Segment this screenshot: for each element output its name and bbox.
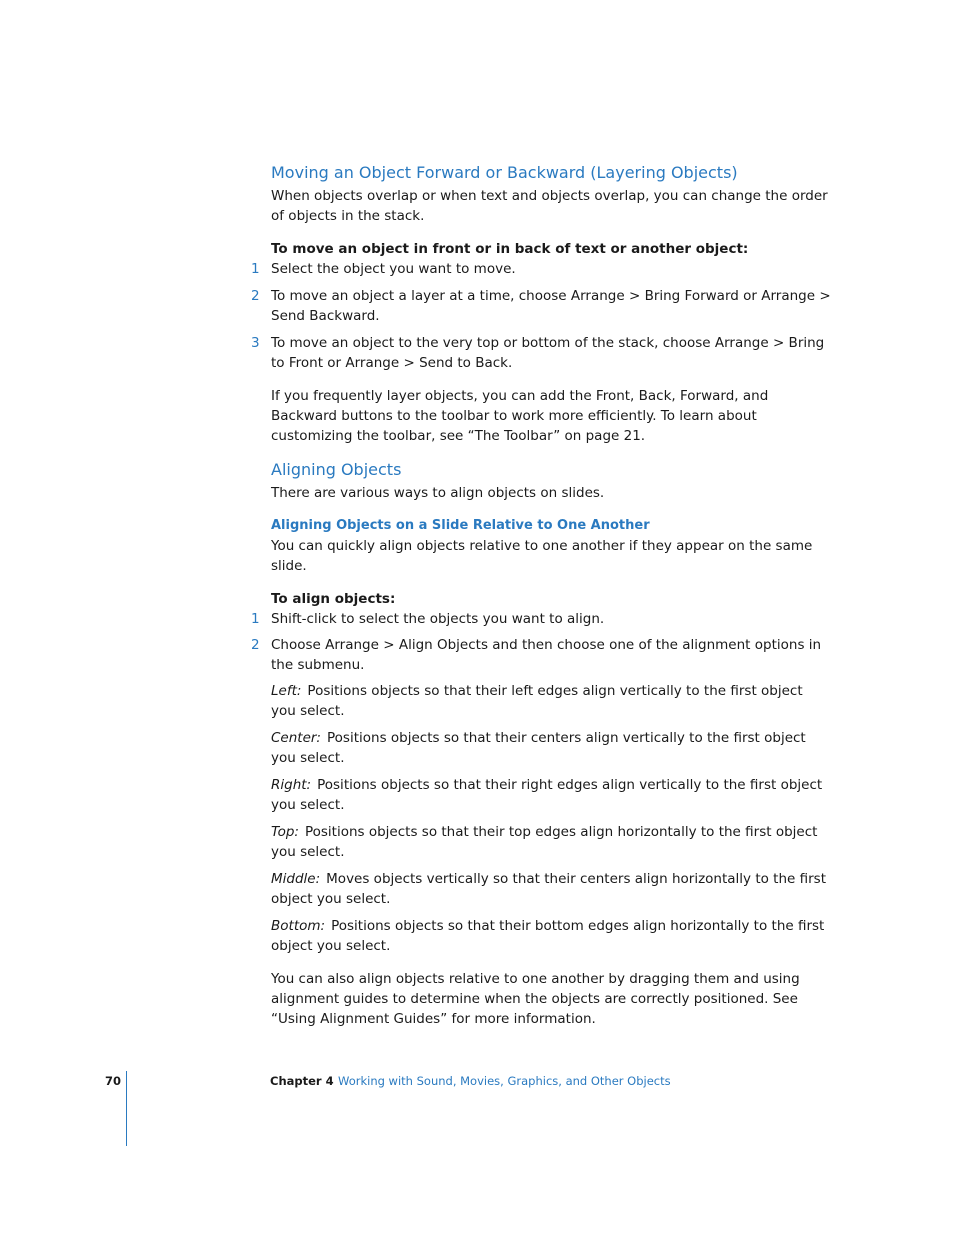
option-term: Center: — [271, 730, 321, 746]
subsection-intro: You can quickly align objects relative to one another if they appear on the same slide. — [271, 538, 813, 574]
closing-paragraph: You can also align objects relative to one another by dragging them and using alignment guides to determine when the objects are correctly positioned. See “Using Alignment Guides” for more information. — [271, 971, 800, 1027]
option-item — [271, 916, 831, 956]
list-item — [251, 635, 831, 675]
option-item — [271, 728, 831, 768]
section-heading-layering: Moving an Object Forward or Backward (Layering Objects) — [271, 163, 738, 182]
subsection-heading: Aligning Objects on a Slide Relative to One Another — [271, 518, 650, 533]
step-number: 3 — [251, 335, 260, 351]
page-content — [251, 160, 831, 1029]
footer-divider — [126, 1071, 127, 1146]
option-term: Bottom: — [271, 918, 326, 934]
step-text: Select the object you want to move. — [271, 261, 516, 277]
step-text: To move an object a layer at a time, choose Arrange > Bring Forward or Arrange > Send Backward. — [271, 288, 831, 324]
option-term: Top: — [271, 824, 299, 840]
option-desc: Positions objects so that their centers align vertically to the first object you select. — [271, 730, 806, 766]
list-item — [251, 259, 831, 279]
step-text: Choose Arrange > Align Objects and then choose one of the alignment options in the submenu. — [271, 637, 822, 673]
option-item — [271, 775, 831, 815]
step-number: 2 — [251, 637, 260, 653]
step-text: To move an object to the very top or bottom of the stack, choose Arrange > Bring to Front or Arrange > Send to Back. — [271, 335, 825, 371]
step-number: 1 — [251, 261, 260, 277]
chapter-label: Chapter 4 — [270, 1074, 334, 1088]
option-desc: Moves objects vertically so that their centers align horizontally to the first object you select. — [271, 871, 826, 907]
option-item — [271, 869, 831, 909]
option-desc: Positions objects so that their right edges align vertically to the first object you select. — [271, 777, 823, 813]
step-number: 2 — [251, 288, 260, 304]
section-intro-layering: When objects overlap or when text and objects overlap, you can change the order of objects in the stack. — [271, 188, 828, 224]
option-item — [271, 681, 831, 721]
option-term: Left: — [271, 683, 302, 699]
task-heading-aligning: To align objects: — [271, 591, 396, 607]
step-text: Shift-click to select the objects you want to align. — [271, 611, 605, 627]
option-desc: Positions objects so that their bottom edges align horizontally to the first object you select. — [271, 918, 825, 954]
option-term: Middle: — [271, 871, 321, 887]
option-term: Right: — [271, 777, 312, 793]
option-item — [271, 822, 831, 862]
page-number: 70 — [105, 1074, 122, 1088]
list-item — [251, 333, 831, 373]
list-item — [251, 286, 831, 326]
chapter-title: Working with Sound, Movies, Graphics, and Other Objects — [338, 1074, 671, 1088]
note-paragraph: If you frequently layer objects, you can add the Front, Back, Forward, and Backward buttons to the toolbar to work more efficiently. To learn about customizing the toolbar, see “The Toolbar” on page 21. — [271, 388, 769, 444]
section-intro-aligning: There are various ways to align objects on slides. — [271, 485, 605, 501]
option-desc: Positions objects so that their left edges align vertically to the first object you select. — [271, 683, 803, 719]
step-number: 1 — [251, 611, 260, 627]
option-desc: Positions objects so that their top edges align horizontally to the first object you select. — [271, 824, 818, 860]
task-heading-layering: To move an object in front or in back of text or another object: — [271, 241, 749, 257]
section-heading-aligning: Aligning Objects — [271, 460, 402, 479]
list-item — [251, 609, 831, 629]
